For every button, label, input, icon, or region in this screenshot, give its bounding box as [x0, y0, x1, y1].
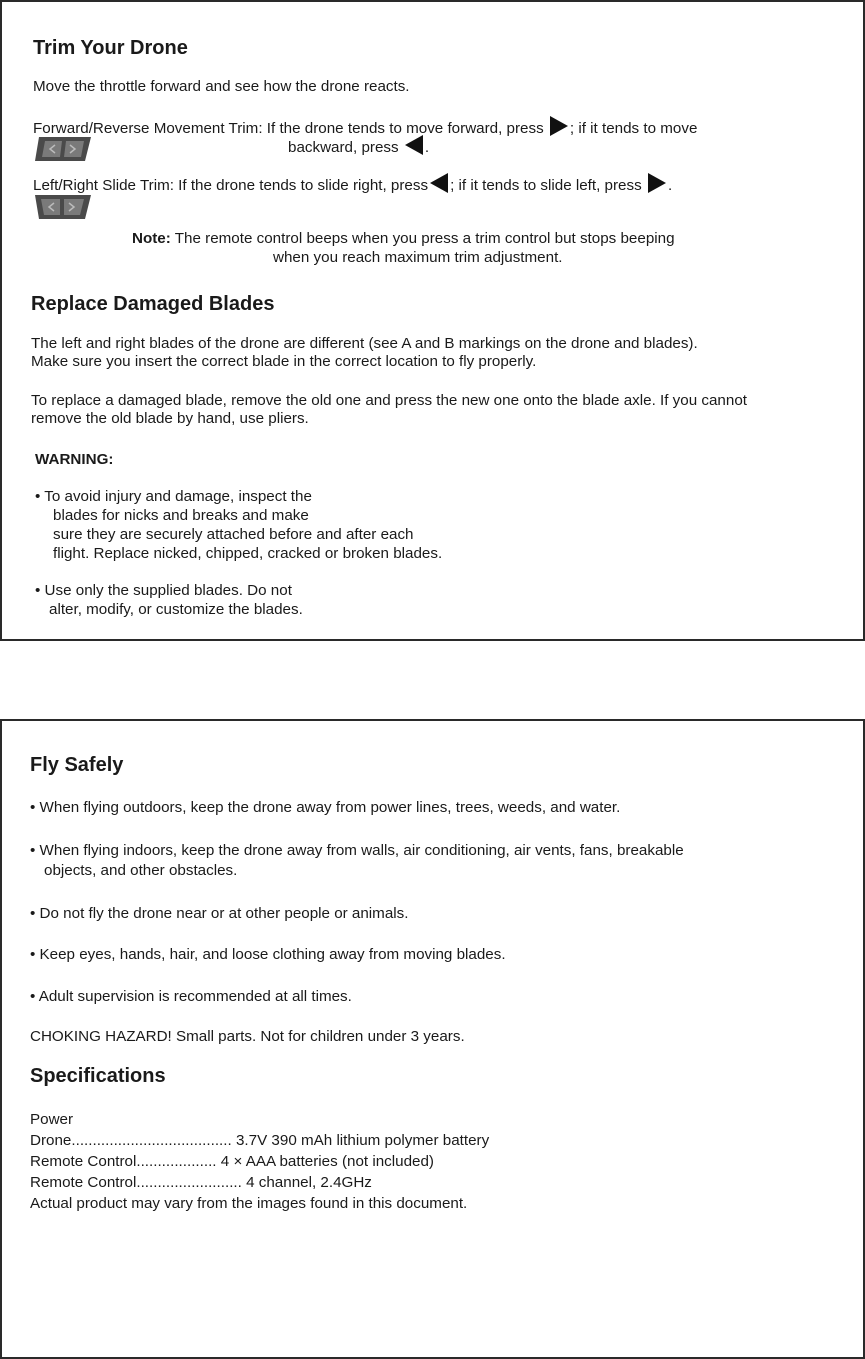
safety-bullet-4: • Keep eyes, hands, hair, and loose clothing away from moving blades. — [30, 946, 506, 963]
spec-rc2-dots: ......................... — [136, 1174, 242, 1191]
forward-trim-text-d: . — [424, 139, 430, 156]
spec-row-remote-1 — [30, 1152, 434, 1171]
specs-section-title: Specifications — [30, 1065, 166, 1087]
specs-power: Power — [30, 1111, 74, 1128]
slide-trim-text-c: . — [667, 177, 673, 194]
trim-section-title: Trim Your Drone — [33, 37, 188, 59]
spec-drone-dots: ...................................... — [71, 1132, 232, 1149]
safety-bullet-2-line2: objects, and other obstacles. — [44, 862, 238, 879]
warning1-line2: blades for nicks and breaks and make — [53, 507, 309, 524]
trim-intro: Move the throttle forward and see how the drone reacts. — [33, 78, 410, 95]
blades-p2-line2: remove the old blade by hand, use pliers. — [31, 410, 309, 427]
warning1-line3: sure they are securely attached before and after each — [53, 526, 414, 543]
left-arrow-icon — [430, 173, 448, 193]
spec-disclaimer: Actual product may vary from the images found in this document. — [30, 1195, 468, 1212]
blades-section-title: Replace Damaged Blades — [31, 293, 275, 315]
forward-trim-line2 — [288, 135, 429, 157]
forward-trim-button-icon — [33, 135, 93, 163]
slide-trim-line — [33, 173, 672, 195]
warning-label: WARNING: — [35, 451, 114, 468]
warning2-line2: alter, modify, or customize the blades. — [49, 601, 303, 618]
note-line2: when you reach maximum trim adjustment. — [273, 249, 563, 266]
warning1-line4: flight. Replace nicked, chipped, cracked or broken blades. — [53, 545, 443, 562]
spec-drone-value: 3.7V 390 mAh lithium polymer battery — [235, 1132, 490, 1149]
spec-rc1-label: Remote Control — [30, 1153, 137, 1170]
blades-p1-line1: The left and right blades of the drone are different (see A and B markings on the drone and blades). — [31, 335, 698, 352]
forward-trim-text: If the drone tends to move forward, press — [266, 120, 544, 137]
spec-row-remote-2 — [30, 1173, 372, 1192]
blades-p1-line2: Make sure you insert the correct blade in the correct location to fly properly. — [31, 353, 537, 370]
right-arrow-icon — [648, 173, 666, 193]
choking-hazard: CHOKING HAZARD! Small parts. Not for children under 3 years. — [30, 1028, 465, 1045]
spec-rc1-value: 4 × AAA batteries (not included) — [220, 1153, 434, 1170]
safety-bullet-2-line1: • When flying indoors, keep the drone away from walls, air conditioning, air vents, fans, breakable — [30, 842, 684, 859]
slide-trim-text-a: Left/Right Slide Trim: If the drone tends to slide right, press — [33, 177, 429, 194]
safety-bullet-5: • Adult supervision is recommended at all times. — [30, 988, 352, 1005]
left-arrow-icon — [405, 135, 423, 155]
spec-rc2-label: Remote Control — [30, 1174, 137, 1191]
note-label: Note: — [132, 230, 171, 247]
trim-note — [132, 229, 675, 248]
warning1-line1: • To avoid injury and damage, inspect the — [35, 488, 312, 505]
safety-section-title: Fly Safely — [30, 754, 124, 776]
trim-and-blades-panel — [0, 0, 865, 641]
spec-rc2-value: 4 channel, 2.4GHz — [246, 1174, 372, 1191]
warning2-line1: • Use only the supplied blades. Do not — [35, 582, 292, 599]
forward-trim-text-b: ; if it tends to move — [569, 120, 698, 137]
note-line1: The remote control beeps when you press a trim control but stops beeping — [174, 230, 675, 247]
forward-trim-text-c: backward, press — [288, 139, 399, 156]
blades-p2-line1: To replace a damaged blade, remove the old one and press the new one onto the blade axle. If you cannot — [31, 392, 747, 409]
slide-trim-button-icon — [33, 193, 93, 221]
spec-row-drone — [30, 1131, 489, 1150]
spec-drone-label: Drone — [30, 1132, 72, 1149]
safety-and-specs-panel — [0, 719, 865, 1359]
slide-trim-text-b: ; if it tends to slide left, press — [450, 177, 642, 194]
safety-bullet-3: • Do not fly the drone near or at other people or animals. — [30, 905, 409, 922]
spec-rc1-dots: ................... — [136, 1153, 217, 1170]
forward-trim-label: Forward/Reverse Movement Trim: — [33, 120, 263, 137]
right-arrow-icon — [550, 116, 568, 136]
safety-bullet-1: • When flying outdoors, keep the drone away from power lines, trees, weeds, and water. — [30, 799, 621, 816]
